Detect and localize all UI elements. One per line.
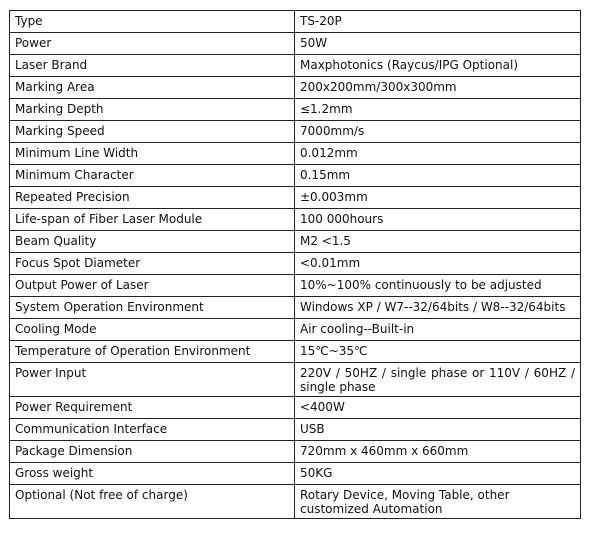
- spec-value-cell: Maxphotonics (Raycus/IPG Optional): [294, 55, 580, 77]
- table-row: [10, 485, 581, 519]
- spec-value-cell: 200x200mm/300x300mm: [294, 77, 580, 99]
- table-row: [10, 77, 581, 99]
- spec-value-cell: ±0.003mm: [294, 187, 580, 209]
- spec-label-cell: Minimum Character: [10, 165, 295, 187]
- spec-label-cell: Cooling Mode: [10, 319, 295, 341]
- table-row: [10, 55, 581, 77]
- table-row: [10, 187, 581, 209]
- spec-value-cell: <400W: [294, 397, 580, 419]
- table-row: [10, 319, 581, 341]
- spec-value-cell: 720mm x 460mm x 660mm: [294, 441, 580, 463]
- spec-label-cell: Temperature of Operation Environment: [10, 341, 295, 363]
- spec-label-cell: Communication Interface: [10, 419, 295, 441]
- spec-value-cell: 0.15mm: [294, 165, 580, 187]
- spec-label-cell: Marking Area: [10, 77, 295, 99]
- spec-label-cell: Life-span of Fiber Laser Module: [10, 209, 295, 231]
- spec-label-cell: Repeated Precision: [10, 187, 295, 209]
- spec-label-cell: Marking Depth: [10, 99, 295, 121]
- spec-label-cell: Laser Brand: [10, 55, 295, 77]
- spec-label-cell: Output Power of Laser: [10, 275, 295, 297]
- table-row: [10, 463, 581, 485]
- spec-value-cell: M2 <1.5: [294, 231, 580, 253]
- table-row: [10, 297, 581, 319]
- spec-value-cell: Windows XP / W7--32/64bits / W8--32/64bits: [294, 297, 580, 319]
- spec-value-cell: Rotary Device, Moving Table, other customized Automation: [294, 485, 580, 519]
- table-row: [10, 143, 581, 165]
- table-row: [10, 209, 581, 231]
- table-row: [10, 231, 581, 253]
- table-row: [10, 165, 581, 187]
- spec-label-cell: Marking Speed: [10, 121, 295, 143]
- spec-table: [9, 10, 581, 519]
- table-row: [10, 99, 581, 121]
- spec-value-cell: TS-20P: [294, 11, 580, 33]
- table-row: [10, 341, 581, 363]
- table-row: [10, 397, 581, 419]
- spec-value-cell: 50W: [294, 33, 580, 55]
- spec-value-cell: Air cooling--Built-in: [294, 319, 580, 341]
- spec-value-cell: 10%~100% continuously to be adjusted: [294, 275, 580, 297]
- spec-value-cell: ≤1.2mm: [294, 99, 580, 121]
- spec-value-cell: USB: [294, 419, 580, 441]
- table-row: [10, 253, 581, 275]
- spec-label-cell: Power Requirement: [10, 397, 295, 419]
- spec-label-cell: Optional (Not free of charge): [10, 485, 295, 519]
- table-row: [10, 11, 581, 33]
- table-row: [10, 275, 581, 297]
- spec-label-cell: Power Input: [10, 363, 295, 397]
- spec-label-cell: Beam Quality: [10, 231, 295, 253]
- spec-label-cell: Type: [10, 11, 295, 33]
- table-row: [10, 441, 581, 463]
- spec-label-cell: Focus Spot Diameter: [10, 253, 295, 275]
- spec-label-cell: Gross weight: [10, 463, 295, 485]
- spec-value-cell: 7000mm/s: [294, 121, 580, 143]
- spec-label-cell: Power: [10, 33, 295, 55]
- spec-value-cell: 50KG: [294, 463, 580, 485]
- table-row: [10, 363, 581, 397]
- table-row: [10, 33, 581, 55]
- table-row: [10, 121, 581, 143]
- spec-value-cell: 0.012mm: [294, 143, 580, 165]
- spec-value-cell: <0.01mm: [294, 253, 580, 275]
- spec-label-cell: Minimum Line Width: [10, 143, 295, 165]
- spec-value-cell: 15℃~35℃: [294, 341, 580, 363]
- table-row: [10, 419, 581, 441]
- spec-value-cell: 220V / 50HZ / single phase or 110V / 60HZ / single phase: [294, 363, 580, 397]
- spec-label-cell: Package Dimension: [10, 441, 295, 463]
- spec-value-cell: 100 000hours: [294, 209, 580, 231]
- spec-table-body: [10, 11, 581, 519]
- spec-label-cell: System Operation Environment: [10, 297, 295, 319]
